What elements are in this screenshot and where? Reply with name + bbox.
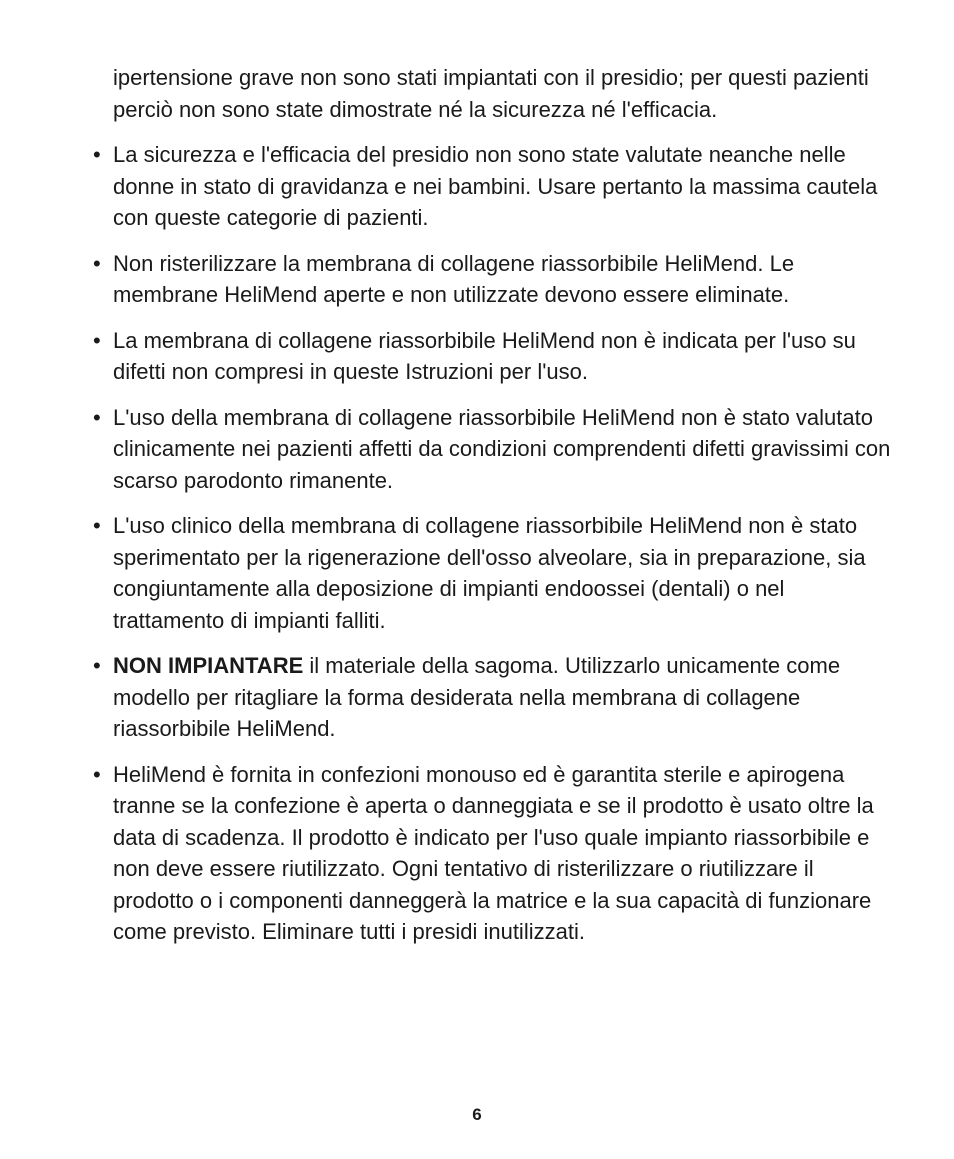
bullet-dot: • bbox=[93, 653, 101, 678]
bullet-dot: • bbox=[93, 404, 101, 430]
bullet-dot: • bbox=[93, 761, 101, 787]
bullet-item-2 bbox=[93, 248, 893, 311]
bullet-text: il materiale della sagoma. Utilizzarlo unicamente come modello per ritagliare la forma desiderata nella membrana di collagene riassorbibile HeliMend. bbox=[113, 653, 841, 741]
bullet-text: La sicurezza e l'efficacia del presidio non sono state valutate neanche nelle donne in stato di gravidanza e nei bambini. Usare pertanto la massima cautela con queste categorie di pazienti. bbox=[113, 142, 878, 230]
bullet-text: L'uso clinico della membrana di collagene riassorbibile HeliMend non è stato sperimentato per la rigenerazione dell'osso alveolare, sia in preparazione, sia congiuntamente alla deposizione di impianti endoossei (dentali) o nel trattamento di impianti falliti. bbox=[113, 513, 866, 633]
bullet-bold-lead: NON IMPIANTARE bbox=[113, 653, 304, 678]
bullet-item-4 bbox=[93, 402, 893, 497]
page-number: 6 bbox=[472, 1105, 482, 1124]
bullet-text: Non risterilizzare la membrana di collagene riassorbibile HeliMend. Le membrane HeliMend aperte e non utilizzate devono essere eliminate. bbox=[113, 250, 795, 307]
continuation-paragraph: ipertensione grave non sono stati impiantati con il presidio; per questi pazienti perciò non sono state dimostrate né la sicurezza né l'efficacia. bbox=[113, 65, 869, 122]
bullet-text: L'uso della membrana di collagene riassorbibile HeliMend non è stato valutato clinicamente nei pazienti affetti da condizioni comprendenti difetti gravissimi con scarso parodonto rimanente. bbox=[113, 404, 891, 493]
bullet-item-6 bbox=[93, 650, 893, 745]
bullet-dot: • bbox=[93, 142, 101, 167]
bullet-item-3 bbox=[93, 325, 893, 388]
document-body bbox=[93, 62, 893, 962]
bullet-dot: • bbox=[93, 250, 101, 276]
bullet-item-7 bbox=[93, 759, 893, 948]
bullet-item-5 bbox=[93, 510, 893, 636]
bullet-dot: • bbox=[93, 513, 101, 538]
bullet-text: HeliMend è fornita in confezioni monouso ed è garantita sterile e apirogena tranne se la confezione è aperta o danneggiata e se il prodotto è usato oltre la data di scadenza. Il prodotto è indicato per l'uso quale impianto riassorbibile e non deve essere riutilizzato. Ogni tentativo di risterilizzare o riutilizzare il prodotto o i componenti danneggerà la matrice e la sua capacità di funzionare come previsto. Eliminare tutti i presidi inutilizzati. bbox=[113, 761, 874, 944]
bullet-dot: • bbox=[93, 327, 101, 353]
bullet-text: La membrana di collagene riassorbibile HeliMend non è indicata per l'uso su difetti non compresi in queste Istruzioni per l'uso. bbox=[113, 327, 856, 384]
bullet-item-1 bbox=[93, 139, 893, 234]
